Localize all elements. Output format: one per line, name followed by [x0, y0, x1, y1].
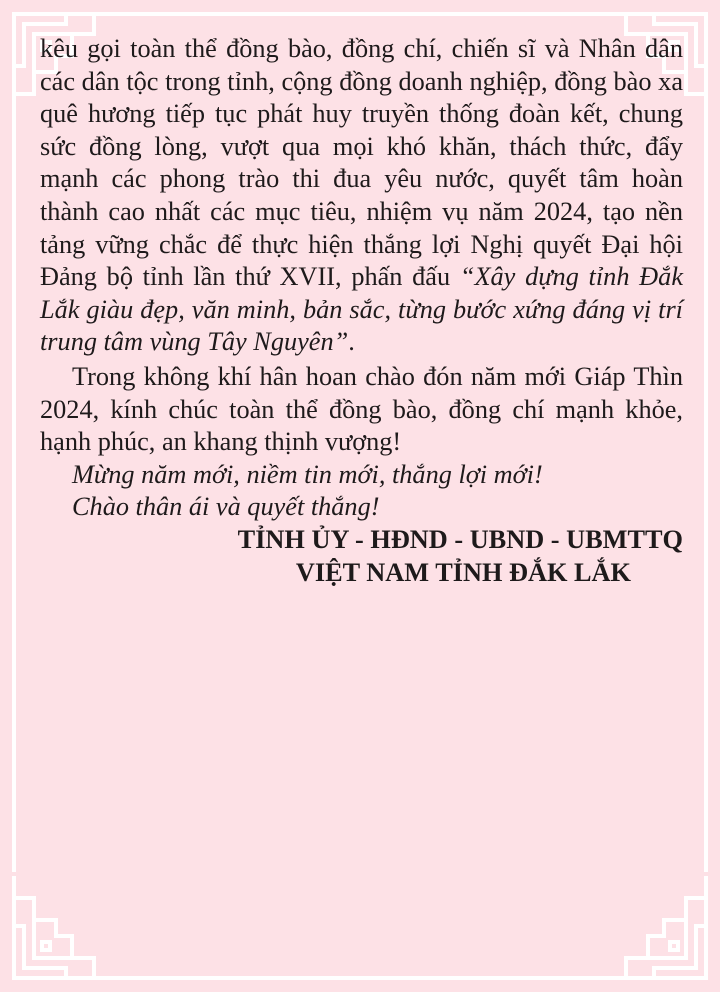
slogan-farewell: Chào thân ái và quyết thắng!: [72, 492, 380, 522]
paragraph-greeting: Trong không khí hân hoan chào đón năm mới Giáp Thìn 2024, kính chúc toàn thể đồng bào, đồng chí mạnh khỏe, hạnh phúc, an khang thịnh vượng!: [40, 361, 683, 457]
paragraph-appeal: [40, 33, 683, 359]
slogan-new-year: Mừng năm mới, niềm tin mới, thắng lợi mới!: [72, 459, 543, 489]
letter-body: [40, 33, 683, 589]
motto-quote: “Xây dựng tỉnh Đắk Lắk giàu đẹp, văn minh, bản sắc, từng bước xứng đáng vị trí trung tâm vùng Tây Nguyên”: [40, 262, 683, 357]
paragraph-appeal-text: kêu gọi toàn thể đồng bào, đồng chí, chiến sĩ và Nhân dân các dân tộc trong tỉnh, cộng đồng doanh nghiệp, đồng bào xa quê hương tiếp tục phát huy truyền thống đoàn kết, chung sức đồng lòng, vượt qua mọi khó khăn, thách thức, đẩy mạnh các phong trào thi đua yêu nước, quyết tâm hoàn thành cao nhất các mục tiêu, nhiệm vụ năm 2024, tạo nền tảng vững chắc để thực hiện thắng lợi Nghị quyết Đại hội Đảng bộ tỉnh lần thứ XVII, phấn đấu: [40, 34, 683, 292]
corner-ornament-bottom-left: [14, 876, 116, 978]
paragraph-appeal-end: .: [348, 327, 355, 357]
signature-line-2: VIỆT NAM TỈNH ĐẮK LẮK: [295, 557, 631, 587]
signature-line-1: TỈNH ỦY - HĐND - UBND - UBMTTQ: [237, 524, 683, 554]
corner-ornament-bottom-right: [604, 876, 706, 978]
